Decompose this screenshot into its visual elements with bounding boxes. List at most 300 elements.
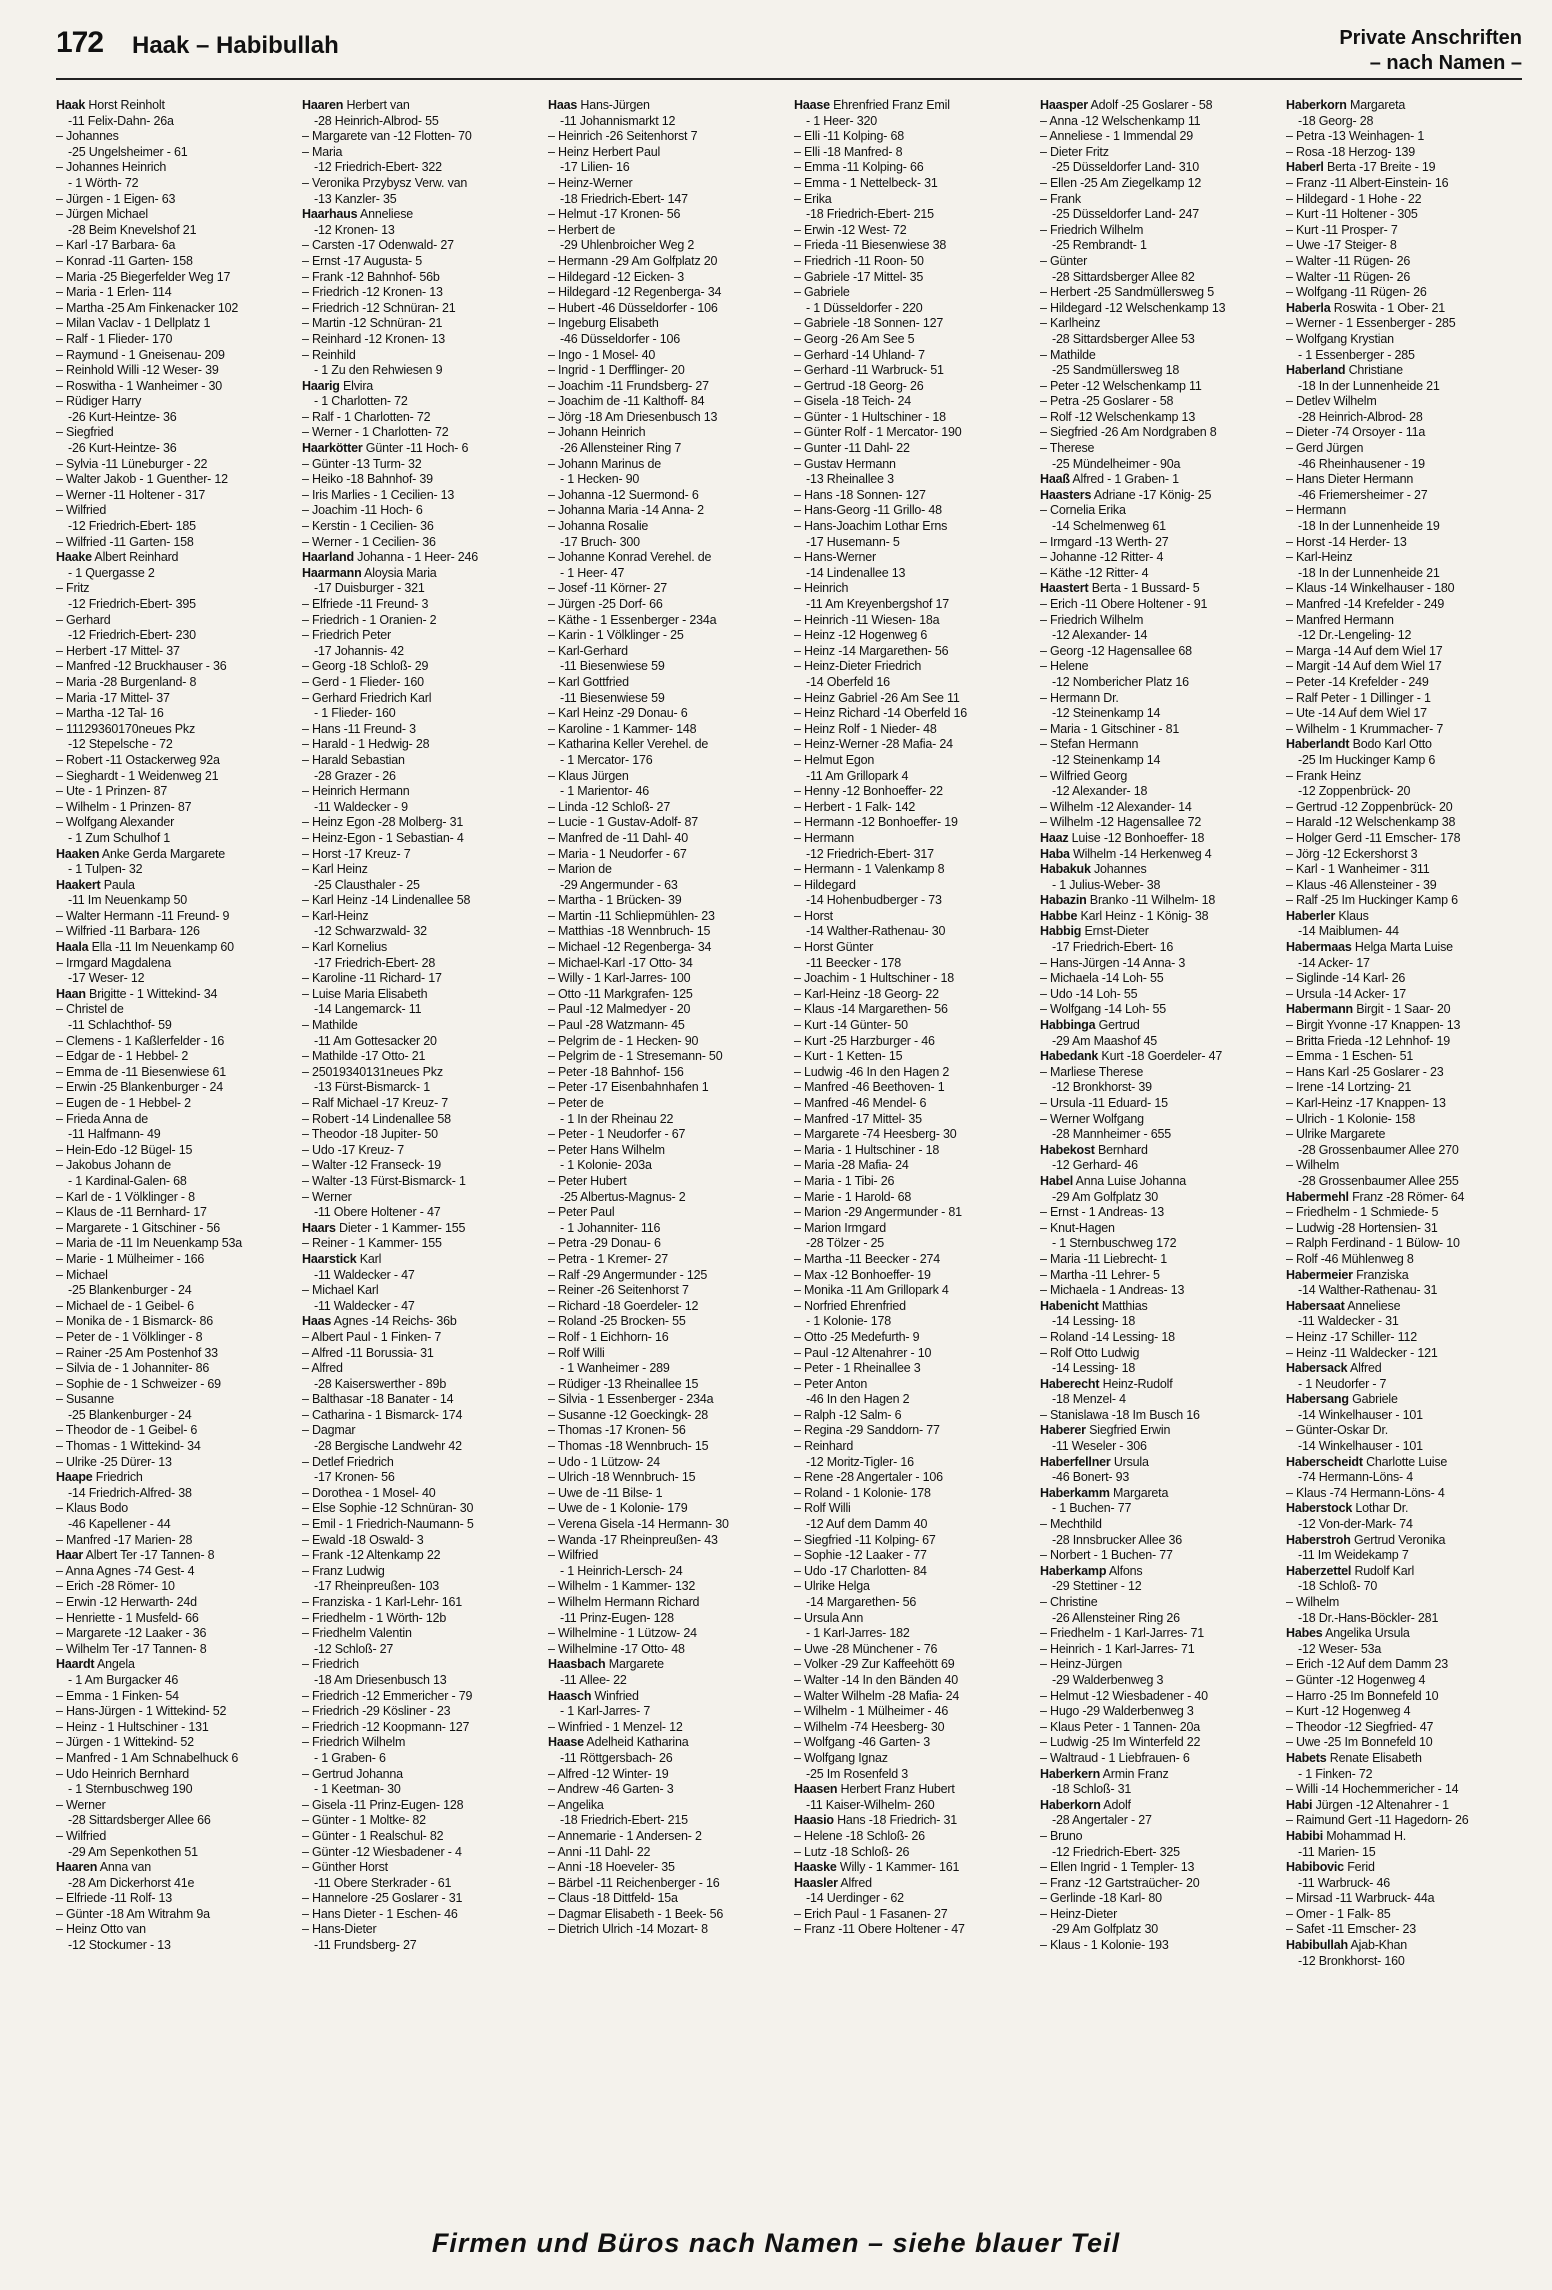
- surname-heading: Habermaas: [1286, 940, 1352, 955]
- directory-entry: – Peter Hans Wilhelm: [548, 1142, 665, 1157]
- directory-entry: – Johanna -12 Suermond- 6: [548, 487, 699, 502]
- directory-entry: Habersack Alfred: [1286, 1361, 1382, 1376]
- directory-entry: -11 Obere Sterkrader - 61: [314, 1875, 452, 1890]
- directory-entry: – Walter Wilhelm -28 Mafia- 24: [794, 1688, 960, 1703]
- directory-entry: Habersang Gabriele: [1286, 1392, 1398, 1407]
- directory-entry: Haberscheidt Charlotte Luise: [1286, 1454, 1448, 1469]
- directory-entry: – Bärbel -11 Reichenberger - 16: [548, 1875, 720, 1890]
- directory-entry: – Monika -11 Am Grillopark 4: [794, 1283, 949, 1298]
- directory-entry: – Heiko -18 Bahnhof- 39: [302, 472, 433, 487]
- directory-entry: Haarstick Karl: [302, 1251, 382, 1266]
- directory-entry: Haberecht Heinz-Rudolf: [1040, 1376, 1173, 1391]
- directory-entry: – Willy - 1 Karl-Jarres- 100: [548, 971, 691, 986]
- directory-entry: – Margarete van -12 Flotten- 70: [302, 129, 472, 144]
- directory-entry: – Harro -25 Im Bonnefeld 10: [1286, 1688, 1439, 1703]
- directory-entry: -17 Bruch- 300: [560, 534, 640, 549]
- directory-entry: Haardt Angela: [56, 1657, 135, 1672]
- directory-entry: Habes Angelika Ursula: [1286, 1626, 1410, 1641]
- directory-entry: -28 Grossenbaumer Allee 255: [1298, 1173, 1459, 1188]
- directory-entry: – Klaus Peter - 1 Tannen- 20a: [1040, 1719, 1201, 1734]
- directory-entry: – Gisela -18 Teich- 24: [794, 394, 911, 409]
- directory-entry: -12 Weser- 53a: [1298, 1641, 1382, 1656]
- directory-entry: -25 Albertus-Magnus- 2: [560, 1189, 686, 1204]
- directory-entry: - 1 Buchen- 77: [1052, 1501, 1132, 1516]
- directory-entry: -12 Steinenkamp 14: [1052, 752, 1161, 767]
- surname-heading: Habekost: [1040, 1142, 1095, 1157]
- surname-heading: Habermann: [1286, 1002, 1353, 1017]
- directory-entry: – Rosa -18 Herzog- 139: [1286, 144, 1416, 159]
- surname-heading: Habenicht: [1040, 1298, 1099, 1313]
- directory-entry: – Friedhelm Valentin: [302, 1626, 412, 1641]
- directory-entry: Habbe Karl Heinz - 1 König- 38: [1040, 908, 1209, 923]
- directory-entry: Haberl Berta -17 Breite - 19: [1286, 160, 1436, 175]
- directory-entry: -28 Tölzer - 25: [806, 1236, 885, 1251]
- directory-entry: – Gerhard -11 Warbruck- 51: [794, 363, 944, 378]
- directory-entry: -26 Allensteiner Ring 26: [1052, 1610, 1180, 1625]
- directory-entry: – Jürgen - 1 Wittekind- 52: [56, 1735, 194, 1750]
- surname-heading: Haba: [1040, 846, 1070, 861]
- directory-entry: – Wilhelm - 1 Kammer- 132: [548, 1579, 696, 1594]
- surname-heading: Haape: [56, 1470, 93, 1485]
- directory-entry: – Heinrich - 1 Karl-Jarres- 71: [1040, 1641, 1195, 1656]
- directory-entry: – Wilhelm - 1 Prinzen- 87: [56, 799, 192, 814]
- directory-entry: – Gertrud -18 Georg- 26: [794, 378, 924, 393]
- directory-entry: – Johanna Maria -14 Anna- 2: [548, 503, 704, 518]
- directory-entry: -17 Friedrich-Ebert- 28: [314, 955, 436, 970]
- surname-heading: Haardt: [56, 1657, 95, 1672]
- directory-entry: – Hugo -29 Walderbenweg 3: [1040, 1704, 1194, 1719]
- directory-entry: – Karoline - 1 Kammer- 148: [548, 721, 697, 736]
- directory-entry: -13 Kanzler- 35: [314, 191, 397, 206]
- directory-entry: – Wolfgang Krystian: [1286, 331, 1394, 346]
- surname-heading: Haberkamp: [1040, 1563, 1107, 1578]
- directory-entry: – Eugen de - 1 Hebbel- 2: [56, 1096, 191, 1110]
- directory-entry: – Wilhelm - 1 Mülheimer - 46: [794, 1704, 949, 1719]
- directory-entry: – Stanislawa -18 Im Busch 16: [1040, 1407, 1200, 1422]
- directory-entry: -28 Am Dickerhorst 41e: [68, 1875, 195, 1890]
- directory-entry: – Wilhelm Hermann Richard: [548, 1595, 700, 1609]
- directory-entry: – Stefan Hermann: [1040, 737, 1139, 752]
- directory-entry: -28 Sittardsberger Allee 66: [68, 1813, 211, 1828]
- directory-entry: – Hubert -46 Düsseldorfer - 106: [548, 300, 718, 315]
- directory-entry: -25 Rembrandt- 1: [1052, 238, 1147, 253]
- directory-entry: – Ingrid - 1 Derfflinger- 20: [548, 363, 685, 378]
- directory-entry: -12 Dr.-Lengeling- 12: [1298, 628, 1412, 643]
- directory-entry: Haake Albert Reinhard: [56, 550, 179, 565]
- directory-entry: – Horst: [794, 908, 833, 923]
- directory-entry: – Volker -29 Zur Kaffeehött 69: [794, 1657, 955, 1672]
- directory-entry: – Gabriele: [794, 285, 850, 300]
- directory-entry: – Carsten -17 Odenwald- 27: [302, 238, 454, 253]
- directory-entry: – Michael Karl: [302, 1283, 379, 1298]
- surname-heading: Habibi: [1286, 1828, 1323, 1843]
- directory-entry: Haasio Hans -18 Friedrich- 31: [794, 1813, 958, 1828]
- directory-entry: – Hermann -12 Bonhoeffer- 19: [794, 815, 958, 830]
- directory-entry: – Heinz Richard -14 Oberfeld 16: [794, 706, 968, 721]
- surname-heading: Habbinga: [1040, 1018, 1096, 1033]
- directory-entry: -14 Winkelhauser - 101: [1298, 1407, 1423, 1422]
- directory-entry: – Erwin -12 Herwarth- 24d: [56, 1595, 197, 1609]
- directory-entry: – Albert Paul - 1 Finken- 7: [302, 1329, 442, 1344]
- directory-entry: – Angelika: [548, 1797, 604, 1812]
- directory-entry: -11 Im Weidekamp 7: [1298, 1548, 1409, 1563]
- directory-entry: Haarland Johanna - 1 Heer- 246: [302, 550, 479, 565]
- surname-heading: Haaren: [56, 1860, 98, 1875]
- directory-entry: – Erich Paul - 1 Fasanen- 27: [794, 1906, 948, 1921]
- directory-entry: - 1 Essenberger - 285: [1298, 347, 1415, 362]
- directory-entry: Haarhaus Anneliese: [302, 207, 414, 222]
- directory-entry: – Werner Wolfgang: [1040, 1111, 1144, 1126]
- directory-entry: – Gerd - 1 Flieder- 160: [302, 674, 424, 689]
- surname-heading: Haase: [794, 98, 830, 112]
- directory-entry: Habazin Branko -11 Wilhelm- 18: [1040, 893, 1216, 908]
- directory-entry: – Wilfried: [56, 503, 107, 518]
- directory-entry: – Friedrich - 1 Oranien- 2: [302, 612, 437, 627]
- directory-entry: -26 Allensteiner Ring 7: [560, 441, 682, 456]
- directory-entry: -14 Oberfeld 16: [806, 674, 890, 689]
- directory-entry: Haaren Herbert van: [302, 98, 410, 112]
- directory-entry: -11 Halfmann- 49: [68, 1127, 161, 1142]
- directory-entry: Habets Renate Elisabeth: [1286, 1750, 1422, 1765]
- surname-heading: Haarhaus: [302, 207, 358, 222]
- directory-entry: – Wilhelm -12 Alexander- 14: [1040, 799, 1192, 814]
- directory-entry: – Karin - 1 Völklinger - 25: [548, 628, 684, 643]
- directory-entry: - 1 Wanheimer - 289: [560, 1361, 670, 1376]
- directory-entry: – Knut-Hagen: [1040, 1220, 1115, 1235]
- directory-entry: -29 Am Golfplatz 30: [1052, 1922, 1158, 1937]
- directory-entry: -11 Im Neuenkamp 50: [68, 893, 187, 908]
- directory-entry: – Walter -13 Fürst-Bismarck- 1: [302, 1173, 466, 1188]
- directory-entry: – Ralph Ferdinand - 1 Bülow- 10: [1286, 1236, 1460, 1251]
- directory-entry: -14 Langemarck- 11: [314, 1002, 422, 1017]
- surname-heading: Haaß: [1040, 472, 1070, 487]
- directory-entry: – Hans Dieter - 1 Eschen- 46: [302, 1906, 458, 1921]
- directory-entry: -25 Im Huckinger Kamp 6: [1298, 752, 1436, 767]
- directory-entry: Haba Wilhelm -14 Herkenweg 4: [1040, 846, 1212, 861]
- directory-entry: – Marie - 1 Harold- 68: [794, 1189, 912, 1204]
- directory-entry: -46 Bonert- 93: [1052, 1470, 1130, 1485]
- directory-entry: – Manfred de -11 Dahl- 40: [548, 830, 688, 845]
- directory-entry: -12 Moritz-Tigler- 16: [806, 1454, 914, 1469]
- directory-entry: – Klaus -14 Margarethen- 56: [794, 1002, 948, 1017]
- surname-heading: Haberler: [1286, 908, 1336, 923]
- directory-entry: – Holger Gerd -11 Emscher- 178: [1286, 830, 1461, 845]
- surname-heading: Haaz: [1040, 830, 1069, 845]
- directory-entry: – Karl-Heinz: [1286, 550, 1353, 565]
- directory-entry: – Ute -14 Auf dem Wiel 17: [1286, 706, 1427, 721]
- directory-entry: – Raimund Gert -11 Hagedorn- 26: [1286, 1813, 1469, 1828]
- directory-entry: – Hildegard -12 Welschenkamp 13: [1040, 300, 1226, 315]
- directory-entry: – Jürgen Michael: [56, 207, 148, 222]
- directory-entry: – Udo -17 Kreuz- 7: [302, 1142, 405, 1157]
- directory-entry: – Elfriede -11 Rolf- 13: [56, 1891, 173, 1906]
- directory-entry: – Margarete - 1 Gitschiner - 56: [56, 1220, 221, 1235]
- directory-entry: – Marion -29 Angermunder - 81: [794, 1205, 962, 1220]
- directory-entry: – Willi -14 Hochemmericher - 14: [1286, 1782, 1459, 1797]
- directory-entry: – Verena Gisela -14 Hermann- 30: [548, 1517, 729, 1532]
- directory-entry: Haasper Adolf -25 Goslarer - 58: [1040, 98, 1213, 112]
- directory-entry: – Erich -12 Auf dem Damm 23: [1286, 1657, 1449, 1672]
- directory-entry: – Marie - 1 Mülheimer - 166: [56, 1251, 205, 1266]
- directory-entry: – Wolfgang Alexander: [56, 815, 175, 830]
- directory-entry: - 1 Hecken- 90: [560, 472, 640, 487]
- directory-entry: -12 Schloß- 27: [314, 1641, 394, 1656]
- directory-entry: – Michael: [56, 1267, 108, 1282]
- directory-entry: -25 Ungelsheimer - 61: [68, 144, 188, 159]
- surname-heading: Haberlandt: [1286, 737, 1350, 752]
- directory-entry: – Günter -12 Hogenweg 4: [1286, 1672, 1426, 1687]
- directory-entry: – Hildegard - 1 Hohe - 22: [1286, 191, 1422, 206]
- directory-entry: – Siegfried -11 Kolping- 67: [794, 1532, 936, 1547]
- directory-entry: – Joachim -11 Hoch- 6: [302, 503, 423, 518]
- directory-entry: – Ralf -29 Angermunder - 125: [548, 1267, 708, 1282]
- directory-entry: -46 Kapellener - 44: [68, 1517, 171, 1532]
- directory-entry: – Mathilde: [302, 1018, 358, 1033]
- directory-entry: Haberkorn Margareta: [1286, 98, 1406, 112]
- directory-entry: – Gabriele -18 Sonnen- 127: [794, 316, 944, 331]
- directory-entry: -18 In der Lunnenheide 21: [1298, 565, 1440, 580]
- directory-entry: Haarmann Aloysia Maria: [302, 565, 437, 580]
- directory-entry: -11 Obere Holtener - 47: [314, 1205, 441, 1220]
- directory-entry: – Karl-Heinz -18 Georg- 22: [794, 986, 939, 1001]
- directory-entry: – Gertrud -12 Zoppenbrück- 20: [1286, 799, 1453, 814]
- directory-entry: -29 Am Golfplatz 30: [1052, 1189, 1158, 1204]
- directory-entry: -29 Am Maashof 45: [1052, 1033, 1157, 1048]
- directory-entry: – Claus -18 Dittfeld- 15a: [548, 1891, 678, 1906]
- directory-entry: Habenicht Matthias: [1040, 1298, 1148, 1313]
- surname-heading: Haberecht: [1040, 1376, 1100, 1391]
- directory-entry: – Veronika Przybysz Verw. van: [302, 175, 468, 190]
- directory-entry: – Heinz-Werner: [548, 175, 633, 190]
- directory-entry: -11 Felix-Dahn- 26a: [68, 113, 174, 128]
- surname-heading: Haberzettel: [1286, 1563, 1352, 1578]
- directory-entry: - 1 Karl-Jarres- 7: [560, 1704, 651, 1719]
- directory-entry: -28 Heinrich-Albrod- 55: [314, 113, 439, 128]
- directory-entry: - 1 Charlotten- 72: [314, 394, 408, 409]
- directory-entry: – Heinz Herbert Paul: [548, 144, 661, 159]
- directory-entry: – Wilhelm - 1 Krummacher- 7: [1286, 721, 1444, 736]
- directory-entry: Haasters Adriane -17 König- 25: [1040, 487, 1212, 502]
- directory-entry: – Hans -18 Sonnen- 127: [794, 487, 926, 502]
- directory-entry: – Kurt -11 Holtener - 305: [1286, 207, 1418, 222]
- surname-heading: Haberer: [1040, 1423, 1086, 1438]
- directory-entry: – Roland -25 Brocken- 55: [548, 1314, 686, 1329]
- directory-entry: – Martha -11 Beecker - 274: [794, 1251, 941, 1266]
- directory-entry: – Hildegard: [794, 877, 856, 892]
- directory-column-3: [548, 98, 784, 2218]
- directory-entry: -17 Duisburger - 321: [314, 581, 425, 596]
- directory-entry: – Elfriede -11 Freund- 3: [302, 597, 429, 611]
- directory-entry: – Karl Gottfried: [548, 674, 629, 689]
- directory-entry: -28 Grazer - 26: [314, 768, 396, 783]
- directory-entry: – Walter Hermann -11 Freund- 9: [56, 908, 230, 923]
- surname-heading: Habi: [1286, 1797, 1313, 1812]
- directory-entry: – Karl - 1 Wanheimer - 311: [1286, 862, 1430, 877]
- directory-entry: – Kurt -11 Prosper- 7: [1286, 222, 1398, 237]
- directory-entry: Haase Ehrenfried Franz Emil: [794, 98, 950, 112]
- directory-entry: -14 Maiblumen- 44: [1298, 924, 1399, 939]
- directory-entry: – Walter Jakob - 1 Guenther- 12: [56, 472, 228, 487]
- directory-entry: – Erwin -25 Blankenburger - 24: [56, 1080, 224, 1095]
- directory-entry: – Paul -12 Malmedyer - 20: [548, 1002, 691, 1017]
- surname-heading: Habbe: [1040, 908, 1078, 923]
- directory-entry: – Walter -11 Rügen- 26: [1286, 253, 1411, 268]
- directory-entry: Haberstroh Gertrud Veronika: [1286, 1532, 1446, 1547]
- directory-entry: -14 Walther-Rathenau- 31: [1298, 1283, 1438, 1298]
- directory-column-5: [1040, 98, 1276, 2218]
- directory-entry: – Katharina Keller Verehel. de: [548, 737, 709, 752]
- directory-entry: – Ingo - 1 Mosel- 40: [548, 347, 656, 362]
- surname-heading: Haasch: [548, 1688, 592, 1703]
- directory-entry: – Reinhild: [302, 347, 356, 362]
- directory-entry: – Roswitha - 1 Wanheimer - 30: [56, 378, 223, 393]
- directory-entry: Haberkamp Alfons: [1040, 1563, 1143, 1578]
- directory-entry: – Günter - 1 Realschul- 82: [302, 1828, 444, 1843]
- directory-entry: – Johannes Heinrich: [56, 160, 167, 175]
- directory-entry: – Irene -14 Lortzing- 21: [1286, 1080, 1412, 1095]
- directory-entry: – Anneliese - 1 Immendal 29: [1040, 129, 1194, 144]
- directory-entry: – Roland -14 Lessing- 18: [1040, 1329, 1175, 1344]
- directory-entry: -12 Friedrich-Ebert- 185: [68, 519, 196, 534]
- directory-entry: – Kerstin - 1 Cecilien- 36: [302, 519, 434, 534]
- directory-entry: -14 Winkelhauser - 101: [1298, 1439, 1423, 1454]
- directory-entry: – Ludwig -25 Im Winterfeld 22: [1040, 1735, 1201, 1750]
- directory-entry: -29 Walderbenweg 3: [1052, 1672, 1164, 1687]
- directory-entry: – Friedrich Wilhelm: [1040, 222, 1144, 237]
- directory-entry: Haberfellner Ursula: [1040, 1454, 1149, 1469]
- directory-entry: – Regina -29 Sanddorn- 77: [794, 1423, 940, 1438]
- directory-entry: -17 Lilien- 16: [560, 160, 630, 175]
- directory-entry: – Sophie -12 Laaker - 77: [794, 1548, 927, 1563]
- surname-heading: Haake: [56, 550, 92, 565]
- directory-entry: – Wilfried -11 Garten- 158: [56, 534, 194, 549]
- directory-entry: – Manfred -46 Beethoven- 1: [794, 1080, 945, 1095]
- directory-entry: – Josef -11 Körner- 27: [548, 581, 668, 596]
- directory-entry: -14 Friedrich-Alfred- 38: [68, 1485, 192, 1500]
- directory-entry: - 1 Zum Schulhof 1: [68, 830, 171, 845]
- directory-entry: – Franz Ludwig: [302, 1563, 385, 1578]
- directory-entry: – Robert -14 Lindenallee 58: [302, 1111, 451, 1126]
- directory-entry: Haberkamm Margareta: [1040, 1485, 1169, 1500]
- directory-entry: – Joachim de -11 Kalthoff- 84: [548, 394, 705, 409]
- directory-entry: -26 Kurt-Heintze- 36: [68, 409, 177, 424]
- directory-entry: -12 Alexander- 18: [1052, 784, 1148, 799]
- directory-entry: – Manfred -46 Mendel- 6: [794, 1096, 927, 1110]
- directory-entry: -12 Gerhard- 46: [1052, 1158, 1138, 1173]
- directory-entry: – Michael de - 1 Geibel- 6: [56, 1298, 194, 1313]
- directory-entry: – Jürgen -25 Dorf- 66: [548, 597, 663, 611]
- surname-heading: Haberkorn: [1040, 1797, 1101, 1812]
- directory-entry: – Jakobus Johann de: [56, 1158, 172, 1173]
- directory-entry: – Paul -12 Altenahrer - 10: [794, 1345, 932, 1360]
- directory-entry: – Georg -18 Schloß- 29: [302, 659, 429, 674]
- directory-entry: Haaz Luise -12 Bonhoeffer- 18: [1040, 830, 1205, 845]
- directory-entry: – Gisela -11 Prinz-Eugen- 128: [302, 1797, 464, 1812]
- directory-entry: Habermaas Helga Marta Luise: [1286, 940, 1453, 955]
- directory-entry: – Gerd Jürgen: [1286, 441, 1364, 456]
- directory-entry: – Peter -18 Bahnhof- 156: [548, 1064, 684, 1079]
- directory-entry: – Wolfgang -46 Garten- 3: [794, 1735, 931, 1750]
- directory-entry: -17 Kronen- 56: [314, 1470, 395, 1485]
- directory-entry: -28 Grossenbaumer Allee 270: [1298, 1142, 1459, 1157]
- directory-entry: – Dorothea - 1 Mosel- 40: [302, 1485, 436, 1500]
- directory-entry: – Mechthild: [1040, 1517, 1102, 1532]
- directory-entry: – Otto -11 Markgrafen- 125: [548, 986, 693, 1001]
- directory-entry: -14 Acker- 17: [1298, 955, 1370, 970]
- directory-entry: – Maria -25 Biegerfelder Weg 17: [56, 269, 231, 284]
- directory-entry: – Martin -12 Schnüran- 21: [302, 316, 443, 331]
- directory-entry: -18 Am Driesenbusch 13: [314, 1672, 447, 1687]
- directory-entry: – Martin -11 Schliepmühlen- 23: [548, 908, 715, 923]
- directory-entry: – Ludwig -46 In den Hagen 2: [794, 1064, 950, 1079]
- directory-entry: -11 Am Kreyenbergshof 17: [806, 597, 949, 611]
- directory-entry: – Petra -25 Goslarer - 58: [1040, 394, 1174, 409]
- directory-entry: – Dieter Fritz: [1040, 144, 1109, 159]
- directory-entry: -17 Weser- 12: [68, 971, 145, 986]
- directory-entry: – Petra -13 Weinhagen- 1: [1286, 129, 1425, 144]
- directory-entry: Haarig Elvira: [302, 378, 374, 393]
- directory-entry: – Maria - 1 Gitschiner - 81: [1040, 721, 1180, 736]
- directory-entry: – Anna Agnes -74 Gest- 4: [56, 1563, 195, 1578]
- directory-column-4: [794, 98, 1030, 2218]
- directory-entry: – Emma - 1 Nettelbeck- 31: [794, 175, 938, 190]
- directory-entry: – Peter -14 Krefelder - 249: [1286, 674, 1429, 689]
- directory-entry: Habi Jürgen -12 Altenahrer - 1: [1286, 1797, 1449, 1812]
- directory-entry: -11 Waldecker - 9: [314, 799, 408, 814]
- directory-entry: Haberler Klaus: [1286, 908, 1369, 923]
- directory-entry: – Harald - 1 Hedwig- 28: [302, 737, 430, 752]
- directory-entry: – Dagmar: [302, 1423, 356, 1438]
- directory-entry: -11 Prinz-Eugen- 128: [560, 1610, 674, 1625]
- directory-entry: – Franz -11 Obere Holtener - 47: [794, 1922, 965, 1937]
- directory-entry: – Helene: [1040, 659, 1089, 674]
- directory-entry: – Gabriele -17 Mittel- 35: [794, 269, 924, 284]
- surname-heading: Haberscheidt: [1286, 1454, 1363, 1469]
- directory-entry: Haas Hans-Jürgen: [548, 98, 650, 112]
- directory-entry: – Margit -14 Auf dem Wiel 17: [1286, 659, 1442, 674]
- directory-entry: – Franziska - 1 Karl-Lehr- 161: [302, 1595, 463, 1609]
- directory-entry: – Ursula -11 Eduard- 15: [1040, 1096, 1168, 1110]
- directory-entry: – Frieda Anna de: [56, 1111, 149, 1126]
- directory-entry: – Thomas -18 Wennbruch- 15: [548, 1439, 709, 1454]
- directory-entry: – Günter -18 Am Witrahm 9a: [56, 1906, 210, 1921]
- directory-entry: – Wolfgang Ignaz: [794, 1750, 888, 1765]
- directory-entry: - 1 In der Rheinau 22: [560, 1111, 674, 1126]
- directory-entry: – Max -12 Bonhoeffer- 19: [794, 1267, 931, 1282]
- directory-entry: - 1 Am Burgacker 46: [68, 1672, 179, 1687]
- directory-entry: – Erich -28 Römer- 10: [56, 1579, 175, 1594]
- directory-entry: -11 Kaiser-Wilhelm- 260: [806, 1797, 935, 1812]
- surname-heading: Habersang: [1286, 1392, 1349, 1407]
- surname-heading: Haberkamm: [1040, 1485, 1110, 1500]
- directory-entry: -28 Angertaler - 27: [1052, 1813, 1152, 1828]
- directory-entry: -18 In der Lunnenheide 19: [1298, 519, 1440, 534]
- directory-entry: – Harald Sebastian: [302, 752, 405, 767]
- directory-entry: -18 Georg- 28: [1298, 113, 1374, 128]
- directory-entry: – Udo -14 Loh- 55: [1040, 986, 1138, 1001]
- surname-heading: Haas: [302, 1314, 332, 1329]
- directory-entry: – Rene -28 Angertaler - 106: [794, 1470, 943, 1485]
- directory-entry: – Wanda -17 Rheinpreußen- 43: [548, 1532, 718, 1547]
- surname-heading: Haasio: [794, 1813, 834, 1828]
- directory-entry: – Horst -14 Herder- 13: [1286, 534, 1407, 549]
- directory-entry: – Heinz Gabriel -26 Am See 11: [794, 690, 960, 705]
- directory-entry: – Susanne: [56, 1392, 114, 1407]
- directory-entry: -18 Schloß- 31: [1052, 1782, 1132, 1797]
- directory-entry: -46 Rheinhausener - 19: [1298, 456, 1425, 471]
- directory-entry: – Rainer -25 Am Postenhof 33: [56, 1345, 218, 1360]
- surname-heading: Haasler: [794, 1875, 838, 1890]
